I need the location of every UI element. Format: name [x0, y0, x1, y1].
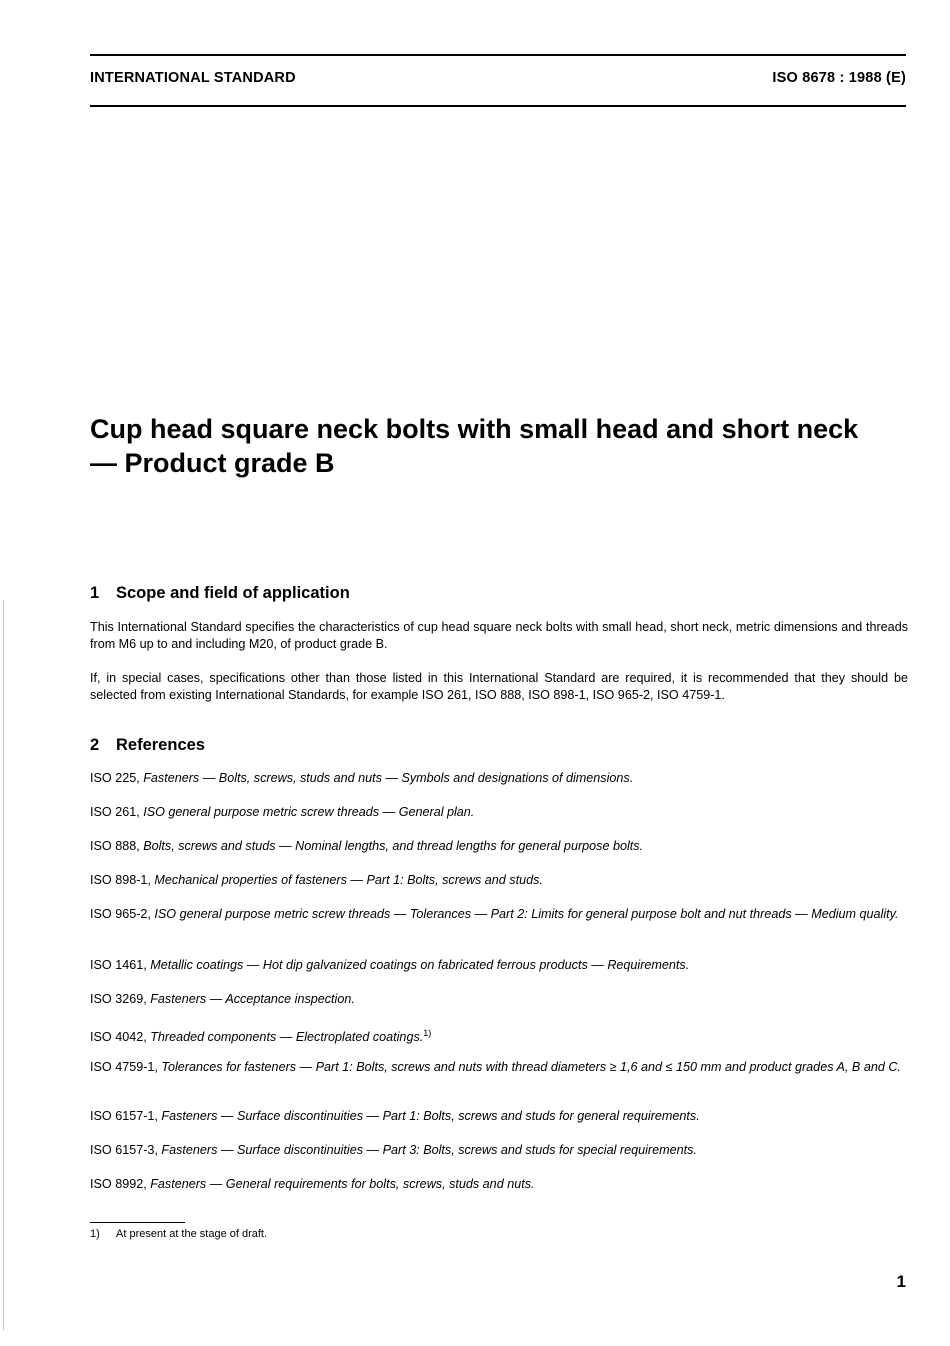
reference-code: ISO 898-1,	[90, 873, 151, 887]
header-document-number: ISO 8678 : 1988 (E)	[772, 70, 906, 86]
reference-code: ISO 6157-1,	[90, 1109, 158, 1123]
reference-item	[90, 1025, 908, 1046]
footnote	[90, 1228, 267, 1240]
reference-item	[90, 1142, 908, 1159]
reference-title: ISO general purpose metric screw threads — Tolerances — Part 2: Limits for general purpose bolt and nut threads — Medium quality.	[154, 907, 899, 921]
section-1-paragraph-2: If, in special cases, specifications other than those listed in this International Standard are required, it is recommended that they should be selected from existing International Standards, for example ISO 261, ISO 888, ISO 898-1, ISO 965-2, ISO 4759-1.	[90, 671, 908, 702]
section-1-title: Scope and field of application	[116, 584, 350, 602]
section-2-heading	[90, 736, 205, 755]
section-1-heading	[90, 584, 350, 603]
reference-item	[90, 957, 908, 974]
reference-item	[90, 1176, 908, 1193]
reference-title: Fasteners — Surface discontinuities — Part 3: Bolts, screws and studs for special requirements.	[161, 1143, 697, 1157]
reference-title: Fasteners — Surface discontinuities — Part 1: Bolts, screws and studs for general requirements.	[161, 1109, 700, 1123]
reference-item	[90, 804, 908, 821]
header-bottom-rule	[90, 105, 906, 107]
reference-code: ISO 8992,	[90, 1177, 147, 1191]
reference-code: ISO 4042,	[90, 1030, 147, 1045]
section-1-paragraph-1: This International Standard specifies the characteristics of cup head square neck bolts with small head, short neck, metric dimensions and threads from M6 up to and including M20, of product grade B.	[90, 620, 908, 651]
reference-item	[90, 770, 908, 787]
reference-title: ISO general purpose metric screw threads — General plan.	[143, 805, 475, 819]
section-2-title: References	[116, 736, 205, 754]
reference-item	[90, 1108, 908, 1125]
reference-code: ISO 6157-3,	[90, 1143, 158, 1157]
reference-item	[90, 838, 908, 855]
reference-code: ISO 225,	[90, 771, 140, 785]
reference-title: Threaded components — Electroplated coatings.	[150, 1030, 424, 1045]
page-number: 1	[896, 1272, 906, 1291]
header-top-rule	[90, 54, 906, 56]
reference-title: Fasteners — Acceptance inspection.	[150, 992, 355, 1006]
footnote-rule	[90, 1222, 185, 1223]
reference-title: Fasteners — General requirements for bolts, screws, studs and nuts.	[150, 1177, 535, 1191]
reference-code: ISO 1461,	[90, 958, 147, 972]
footnote-reference-marker: 1)	[423, 1028, 432, 1038]
header-standard-label: INTERNATIONAL STANDARD	[90, 70, 296, 86]
section-2-number: 2	[90, 736, 100, 754]
reference-code: ISO 3269,	[90, 992, 147, 1006]
reference-item	[90, 1059, 908, 1076]
document-title: Cup head square neck bolts with small head and short neck — Product grade B	[90, 414, 859, 478]
reference-title: Tolerances for fasteners — Part 1: Bolts, screws and nuts with thread diameters ≥ 1,6 and ≤ 150 mm and product grades A, B and C.	[161, 1060, 901, 1074]
reference-title: Bolts, screws and studs — Nominal lengths, and thread lengths for general purpose bolts.	[143, 839, 644, 853]
reference-code: ISO 4759-1,	[90, 1060, 158, 1074]
reference-item	[90, 872, 908, 889]
section-1-number: 1	[90, 584, 100, 602]
reference-title: Fasteners — Bolts, screws, studs and nuts — Symbols and designations of dimensions.	[143, 771, 634, 785]
reference-title: Metallic coatings — Hot dip galvanized coatings on fabricated ferrous products — Requirements.	[150, 958, 690, 972]
reference-item	[90, 991, 908, 1008]
reference-code: ISO 965-2,	[90, 907, 151, 921]
reference-item	[90, 906, 908, 923]
footnote-text: At present at the stage of draft.	[116, 1228, 268, 1240]
reference-code: ISO 888,	[90, 839, 140, 853]
footnote-marker: 1)	[90, 1228, 100, 1240]
reference-code: ISO 261,	[90, 805, 140, 819]
reference-title: Mechanical properties of fasteners — Part 1: Bolts, screws and studs.	[154, 873, 543, 887]
scan-margin-line	[3, 600, 4, 1330]
